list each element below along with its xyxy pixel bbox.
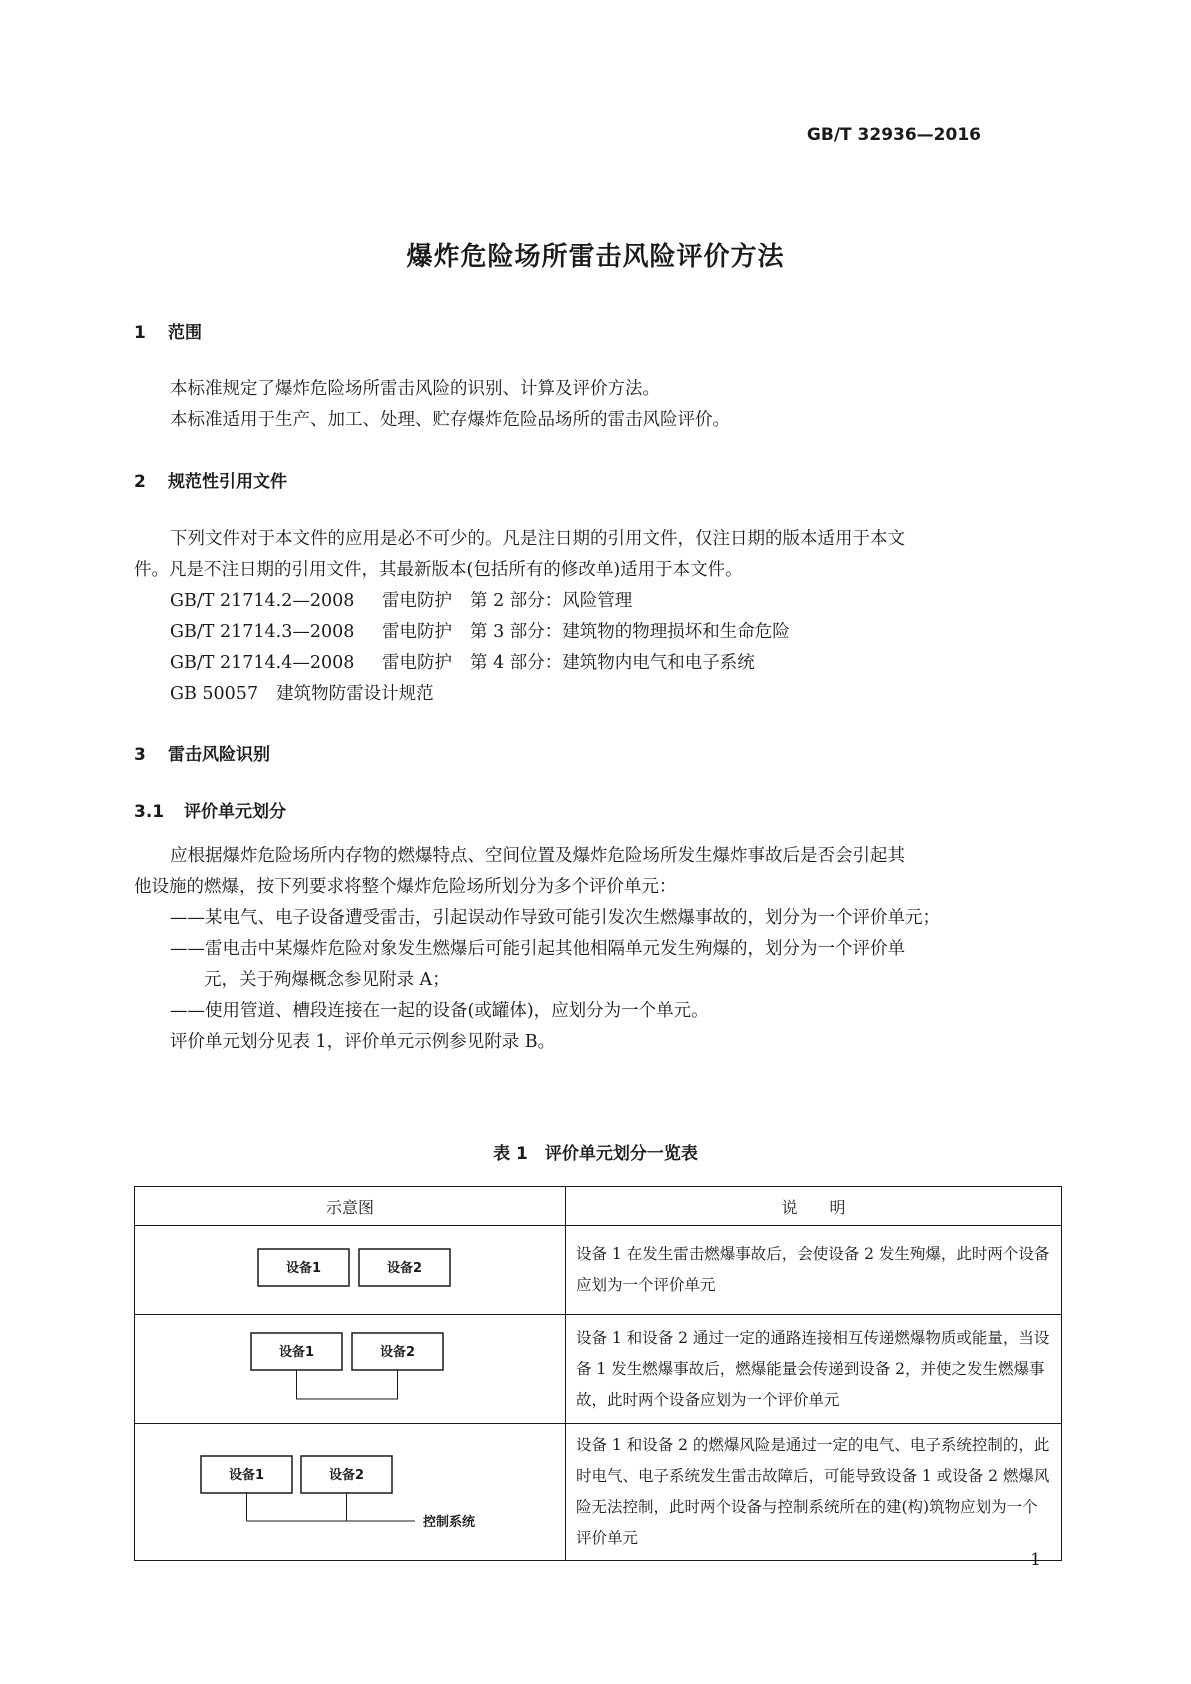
section-number: 3.1 <box>134 802 165 822</box>
s3-1-bullet-2-line-1: ——雷电击中某爆炸危险对象发生燃爆后可能引起其他相隔单元发生殉爆的，划分为一个评价单 <box>170 939 905 959</box>
table-caption: 表 1 评价单元划分一览表 <box>493 1144 698 1164</box>
device-1-label: 设备1 <box>228 1468 265 1483</box>
section-title: 评价单元划分 <box>184 802 286 822</box>
s3-1-intro-line-1: 应根据爆炸危险场所内存物的燃爆特点、空间位置及爆炸危险场所发生爆炸事故后是否会引起其 <box>170 846 905 866</box>
reference-part: 第 4 部分：建筑物内电气和电子系统 <box>470 653 755 673</box>
s1-paragraph-2: 本标准适用于生产、加工、处理、贮存爆炸危险品场所的雷击风险评价。 <box>170 410 730 430</box>
header-description: 说 明 <box>566 1187 1062 1226</box>
section-title: 雷击风险识别 <box>168 745 270 765</box>
s1-paragraph-1: 本标准规定了爆炸危险场所雷击风险的识别、计算及评价方法。 <box>170 379 660 399</box>
section-3-heading <box>134 740 270 765</box>
section-3-1-heading <box>134 797 286 822</box>
table-header-row <box>135 1187 1062 1226</box>
diagram-adjacent-devices <box>135 1226 565 1310</box>
reference-code: GB/T 21714.2—2008 <box>170 591 355 611</box>
s3-1-closing: 评价单元划分见表 1，评价单元示例参见附录 B。 <box>170 1032 556 1052</box>
diagram-connected-devices <box>135 1315 565 1419</box>
table-row <box>135 1226 1062 1315</box>
section-number: 2 <box>134 472 146 492</box>
description-cell: 设备 1 和设备 2 的燃爆风险是通过一定的电气、电子系统控制的，此时电气、电子系统发生雷击故障后，可能导致设备 1 或设备 2 燃爆风险无法控制，此时两个设备与控制系统所在的建(构)筑物应划为一个评价单元 <box>566 1424 1062 1561</box>
reference-title: 雷电防护 <box>382 622 452 642</box>
reference-item <box>170 649 755 674</box>
header-diagram: 示意图 <box>135 1187 566 1226</box>
table-row <box>135 1315 1062 1424</box>
diagram-cell <box>135 1424 566 1561</box>
description-cell: 设备 1 在发生雷击燃爆事故后，会使设备 2 发生殉爆，此时两个设备应划为一个评价单元 <box>566 1226 1062 1315</box>
s3-1-bullet-1: ——某电气、电子设备遭受雷击，引起误动作导致可能引发次生燃爆事故的，划分为一个评价单元； <box>170 908 940 928</box>
reference-title: 雷电防护 <box>382 653 452 673</box>
s2-intro-line-2: 件。凡是不注日期的引用文件，其最新版本(包括所有的修改单)适用于本文件。 <box>134 560 743 580</box>
reference-code: GB/T 21714.4—2008 <box>170 653 355 673</box>
s3-1-intro-line-2: 他设施的燃爆，按下列要求将整个爆炸危险场所划分为多个评价单元： <box>134 877 677 897</box>
diagram-cell <box>135 1226 566 1315</box>
reference-code: GB/T 21714.3—2008 <box>170 622 355 642</box>
connection-line <box>297 1370 398 1399</box>
device-1-label: 设备1 <box>278 1345 315 1360</box>
control-system-label: 控制系统 <box>423 1515 476 1530</box>
reference-part: 第 2 部分：风险管理 <box>470 591 633 611</box>
reference-code: GB 50057 <box>170 684 259 704</box>
reference-item <box>170 587 632 612</box>
s3-1-bullet-3: ——使用管道、槽段连接在一起的设备(或罐体)，应划分为一个单元。 <box>170 1001 709 1021</box>
reference-item <box>170 618 790 643</box>
section-title: 范围 <box>168 323 202 343</box>
description-cell: 设备 1 和设备 2 通过一定的通路连接相互传递燃爆物质或能量，当设备 1 发生燃爆事故后，燃爆能量会传递到设备 2，并使之发生燃爆事故，此时两个设备应划为一个评价单元 <box>566 1315 1062 1424</box>
page-number: 1 <box>1030 1550 1041 1570</box>
s2-intro-line-1: 下列文件对于本文件的应用是必不可少的。凡是注日期的引用文件，仅注日期的版本适用于本文 <box>170 529 905 549</box>
standard-code: GB/T 32936—2016 <box>806 125 981 145</box>
reference-item <box>170 680 434 705</box>
evaluation-unit-table <box>134 1186 1062 1561</box>
diagram-cell <box>135 1315 566 1424</box>
section-number: 3 <box>134 745 146 765</box>
section-number: 1 <box>134 323 146 343</box>
device-2-label: 设备2 <box>328 1468 365 1483</box>
reference-part: 第 3 部分：建筑物的物理损坏和生命危险 <box>470 622 790 642</box>
document-title: 爆炸危险场所雷击风险评价方法 <box>406 242 785 272</box>
device-2-label: 设备2 <box>379 1345 416 1360</box>
section-2-heading <box>134 467 287 492</box>
section-title: 规范性引用文件 <box>168 472 287 492</box>
diagram-controlled-devices <box>135 1431 565 1549</box>
s3-1-bullet-2-line-2: 元，关于殉爆概念参见附录 A； <box>204 970 450 990</box>
reference-title: 雷电防护 <box>382 591 452 611</box>
table-row <box>135 1424 1062 1561</box>
reference-title: 建筑物防雷设计规范 <box>276 684 434 704</box>
device-2-label: 设备2 <box>386 1261 423 1276</box>
section-1-heading <box>134 318 202 343</box>
device-1-label: 设备1 <box>285 1261 322 1276</box>
